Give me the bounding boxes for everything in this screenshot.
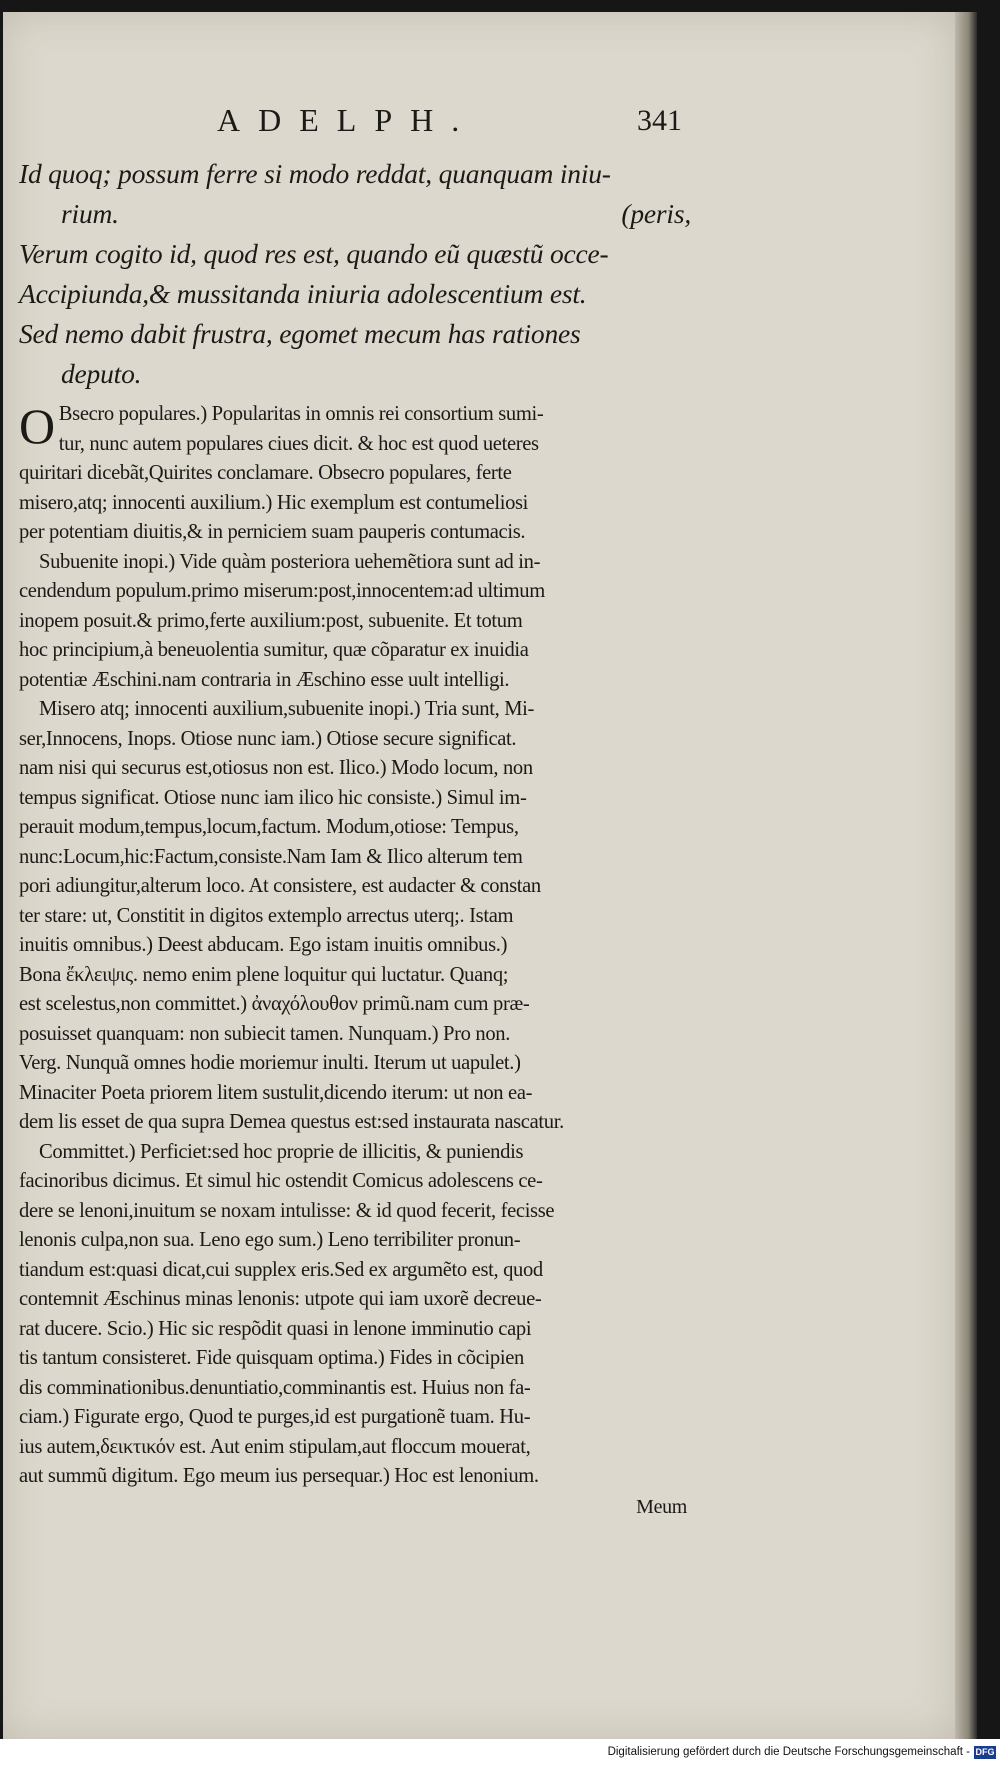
- verse-line: [19, 194, 691, 234]
- page-edge: [955, 12, 977, 1739]
- commentary-line: Committet.) Perficiet:sed hoc proprie de illicitis, & puniendis: [39, 1140, 524, 1163]
- verse-line: Sed nemo dabit frustra, egomet mecum has rationes: [19, 318, 581, 349]
- verse-fragment: rium.: [61, 198, 119, 229]
- verse-line: Id quoq; possum ferre si modo reddat, quanquam iniu-: [19, 158, 611, 189]
- commentary-line: facinoribus dicimus. Et simul hic ostendit Comicus adolescens ce-: [19, 1170, 543, 1192]
- commentary-line: tur, nunc autem populares ciues dicit. & hoc est quod ueteres: [58, 432, 539, 455]
- commentary-line: contemnit Æschinus minas lenonis: utpote qui iam uxorẽ decreue-: [19, 1288, 542, 1310]
- commentary-line: dere se lenoni,inuitum se noxam intulisse: & id quod fecerit, fecisse: [19, 1199, 555, 1222]
- commentary-line: lenonis culpa,non sua. Leno ego sum.) Leno terribiliter pronun-: [19, 1229, 521, 1251]
- verse-line: deputo.: [61, 358, 142, 389]
- commentary-line: hoc principium,à beneuolentia sumitur, quæ cõparatur ex inuidia: [19, 639, 529, 661]
- commentary-line: Bona ἔκλειψις. nemo enim plene loquitur qui luctatur. Quanq;: [19, 963, 509, 986]
- commentary-line: Misero atq; innocenti auxilium,subuenite inopi.) Tria sunt, Mi-: [39, 698, 535, 720]
- commentary-line: perauit modum,tempus,locum,factum. Modum,otiose: Tempus,: [19, 816, 519, 838]
- commentary-line: ter stare: ut, Constitit in digitos extemplo arrectus uterq;. Istam: [19, 904, 514, 927]
- verse-line: Verum cogito id, quod res est, quando eũ quæstũ occe-: [19, 238, 609, 269]
- commentary-line: ius autem,δεικτικόν est. Aut enim stipulam,aut floccum mouerat,: [19, 1435, 531, 1458]
- catchword: Meum: [636, 1495, 687, 1518]
- verse-block: [19, 154, 691, 394]
- commentary-line: Bsecro populares.) Popularitas in omnis rei consortium sumi-: [58, 403, 544, 425]
- verse-fragment: (peris,: [621, 198, 691, 229]
- commentary-line: est scelestus,non committet.) ἀναχόλουθον primũ.nam cum præ-: [19, 993, 530, 1015]
- running-head: ADELPH.: [217, 102, 478, 138]
- commentary-line: inopem posuit.& primo,ferte auxilium:post, subuenite. Et totum: [19, 609, 523, 632]
- commentary-line: pori adiungitur,alterum loco. At consistere, est audacter & constan: [19, 875, 541, 897]
- commentary-line: Verg. Nunquã omnes hodie moriemur inulti. Iterum ut uapulet.): [19, 1052, 521, 1074]
- verse-line: Accipiunda,& mussitanda iniuria adolescentium est.: [19, 278, 587, 309]
- commentary-line: Minaciter Poeta priorem litem sustulit,dicendo iterum: ut non ea-: [19, 1081, 533, 1104]
- commentary-line: potentiæ Æschini.nam contraria in Æschino esse uult intelligi.: [19, 668, 510, 691]
- drop-capital: O: [19, 398, 55, 454]
- commentary-line: dem lis esset de qua supra Demea questus est:sed instaurata nascatur.: [19, 1111, 564, 1133]
- commentary-block: [19, 400, 691, 1522]
- commentary-line: rat ducere. Scio.) Hic sic respõdit quasi in lenone imminutio capi: [19, 1317, 532, 1340]
- commentary-line: cendendum populum.primo miserum:post,innocentem:ad ultimum: [19, 580, 545, 602]
- commentary-line: per potentiam diuitis,& in perniciem suam pauperis contumacis.: [19, 521, 526, 543]
- page-number: 341: [637, 104, 682, 137]
- page-header: [19, 102, 691, 154]
- book-page: [3, 12, 955, 1739]
- dfg-logo-icon: DFG: [975, 1747, 995, 1757]
- commentary-line: tiandum est:quasi dicat,cui supplex eris.Sed ex argumẽto est, quod: [19, 1258, 543, 1281]
- digitization-footer: [0, 1739, 1000, 1767]
- commentary-line: inuitis omnibus.) Deest abducam. Ego istam inuitis omnibus.): [19, 934, 508, 956]
- commentary-line: nunc:Locum,hic:Factum,consiste.Nam Iam & Ilico alterum tem: [19, 845, 523, 868]
- commentary-line: tempus significat. Otiose nunc iam ilico hic consiste.) Simul im-: [19, 786, 527, 809]
- commentary-line: Subuenite inopi.) Vide quàm posteriora uehemẽtiora sunt ad in-: [39, 550, 541, 573]
- commentary-line: nam nisi qui securus est,otiosus non est. Ilico.) Modo locum, non: [19, 757, 533, 779]
- commentary-line: quiritari dicebãt,Quirites conclamare. Obsecro populares, ferte: [19, 462, 512, 484]
- page-text-block: [19, 102, 691, 1522]
- commentary-line: posuisset quanquam: non subiecit tamen. Nunquam.) Pro non.: [19, 1022, 511, 1045]
- commentary-line: dis comminationibus.denuntiatio,comminantis est. Huius non fa-: [19, 1376, 531, 1399]
- funding-credit: Digitalisierung gefördert durch die Deutsche Forschungsgemeinschaft -: [607, 1746, 970, 1758]
- commentary-line: aut summũ digitum. Ego meum ius persequar.) Hoc est lenonium.: [19, 1465, 539, 1487]
- commentary-line: ser,Innocens, Inops. Otiose nunc iam.) Otiose secure significat.: [19, 727, 517, 750]
- commentary-line: tis tantum consisteret. Fide quisquam optima.) Fides in cõcipien: [19, 1347, 524, 1369]
- commentary-line: misero,atq; innocenti auxilium.) Hic exemplum est contumeliosi: [19, 491, 529, 514]
- commentary-line: ciam.) Figurate ergo, Quod te purges,id est purgationẽ tuam. Hu-: [19, 1406, 531, 1428]
